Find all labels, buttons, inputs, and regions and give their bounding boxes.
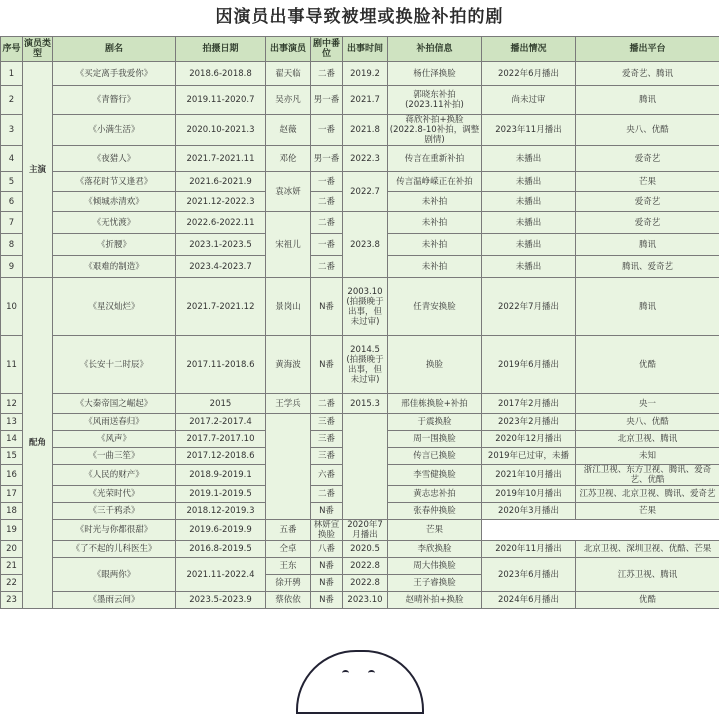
table-row [1,62,719,86]
broadcast-platform: 腾讯 [576,278,719,336]
drama-name: 《人民的财产》 [53,465,176,486]
row-number: 1 [1,62,23,86]
table-row [1,541,719,558]
billing-rank: N番 [311,558,343,575]
incident-time: 2019.2 [343,62,388,86]
broadcast-platform: 北京卫视、腾讯 [576,431,719,448]
broadcast-status: 未播出 [482,146,576,172]
broadcast-platform: 北京卫视、深圳卫视、优酷、芒果 [576,541,719,558]
billing-rank: 二番 [311,256,343,278]
drama-table-wrapper [0,36,719,609]
incident-time: 2021.8 [343,115,388,146]
row-number: 16 [1,465,23,486]
broadcast-status: 2019年6月播出 [482,336,576,394]
actor-name: 黄海波 [266,336,311,394]
shoot-period: 2018.6-2018.8 [176,62,266,86]
drama-name: 《风雨送春归》 [53,414,176,431]
broadcast-platform: 腾讯、爱奇艺 [576,256,719,278]
type-cell-support: 配角 [23,278,53,609]
broadcast-platform: 爱奇艺 [576,212,719,234]
drama-name: 《青簪行》 [53,86,176,115]
header-rank: 剧中番位 [311,37,343,62]
table-row [1,146,719,172]
billing-rank: 三番 [311,448,343,465]
incident-time: 2022.7 [343,172,388,212]
row-number: 10 [1,278,23,336]
shoot-period: 2017.11-2018.6 [176,336,266,394]
incident-time: 2022.8 [343,575,388,592]
header-no: 序号 [1,37,23,62]
row-number: 19 [1,520,23,541]
incident-time [343,414,388,520]
broadcast-platform: 腾讯 [576,86,719,115]
broadcast-status: 尚未过审 [482,86,576,115]
broadcast-platform: 爱奇艺、腾讯 [576,62,719,86]
shoot-period: 2015 [176,394,266,414]
table-row [1,394,719,414]
drama-name: 《倾城赤清欢》 [53,192,176,212]
drama-name: 《落花时节又逢君》 [53,172,176,192]
reshoot-info: 蒋欣补拍+换脸 (2022.8-10补拍，调整剧情) [388,115,482,146]
table-row [1,86,719,115]
drama-name: 《风声》 [53,431,176,448]
shoot-period: 2023.1-2023.5 [176,234,266,256]
table-header-row [1,37,719,62]
billing-rank: N番 [311,575,343,592]
row-number: 18 [1,503,23,520]
billing-rank: 二番 [311,192,343,212]
reshoot-info: 未补拍 [388,192,482,212]
row-number: 6 [1,192,23,212]
broadcast-status: 未播出 [482,212,576,234]
drama-name: 《眼两你》 [53,558,176,592]
broadcast-platform: 芒果 [576,503,719,520]
row-number: 12 [1,394,23,414]
reshoot-info: 李雪健换脸 [388,465,482,486]
shoot-period: 2019.11-2020.7 [176,86,266,115]
header-platform: 播出平台 [576,37,719,62]
cartoon-cloud-sticker [296,650,424,714]
table-row [1,592,719,609]
broadcast-status: 2022年7月播出 [482,278,576,336]
shoot-period: 2017.2-2017.4 [176,414,266,431]
row-number: 8 [1,234,23,256]
drama-name: 《艰难的制造》 [53,256,176,278]
broadcast-status: 2020年7月播出 [343,520,388,541]
shoot-period: 2020.10-2021.3 [176,115,266,146]
row-number: 15 [1,448,23,465]
drama-name: 《星汉灿烂》 [53,278,176,336]
shoot-period: 2023.4-2023.7 [176,256,266,278]
billing-rank: N番 [311,592,343,609]
broadcast-status: 未播出 [482,234,576,256]
actor-name: 邓伦 [266,146,311,172]
table-row [1,212,719,234]
header-drama: 剧名 [53,37,176,62]
sticker-eye-left [342,670,349,676]
shoot-period: 2022.6-2022.11 [176,212,266,234]
incident-time: 2003.10 (拍摄晚于出事，但未过审) [343,278,388,336]
shoot-period: 2021.12-2022.3 [176,192,266,212]
reshoot-info: 传言在重新补拍 [388,146,482,172]
actor-name: 王东 [266,558,311,575]
broadcast-platform: 芒果 [576,172,719,192]
drama-name: 《长安十二时辰》 [53,336,176,394]
page-title: 因演员出事导致被埋或换脸补拍的剧 [0,0,719,35]
broadcast-status: 未播出 [482,192,576,212]
reshoot-info: 林妍宣换脸 [311,520,343,541]
billing-rank: N番 [311,336,343,394]
shoot-period: 2021.7-2021.11 [176,146,266,172]
broadcast-platform: 江苏卫视、腾讯 [576,558,719,592]
broadcast-status: 2020年11月播出 [482,541,576,558]
shoot-period: 2017.7-2017.10 [176,431,266,448]
reshoot-info: 任青安换脸 [388,278,482,336]
drama-name: 《折腰》 [53,234,176,256]
header-info: 补拍信息 [388,37,482,62]
drama-name: 《夜猎人》 [53,146,176,172]
actor-name: 徐开骋 [266,575,311,592]
type-cell-lead: 主演 [23,62,53,278]
row-number: 21 [1,558,23,575]
broadcast-status: 2021年10月播出 [482,465,576,486]
drama-name: 《时光与你都很甜》 [53,520,176,541]
drama-name: 《小满生活》 [53,115,176,146]
broadcast-status: 2023年2月播出 [482,414,576,431]
reshoot-info: 张春仲换脸 [388,503,482,520]
actor-name: 吴亦凡 [266,86,311,115]
broadcast-platform: 优酷 [576,336,719,394]
actor-name: 翟天临 [266,62,311,86]
actor-name: 仝卓 [266,541,311,558]
table-row [1,115,719,146]
row-number: 17 [1,486,23,503]
billing-rank: 六番 [311,465,343,486]
broadcast-platform: 芒果 [388,520,482,541]
reshoot-info: 未补拍 [388,212,482,234]
billing-rank: N番 [311,278,343,336]
drama-name: 《墨雨云间》 [53,592,176,609]
broadcast-status: 2020年12月播出 [482,431,576,448]
row-number: 23 [1,592,23,609]
shoot-period: 2019.1-2019.5 [176,486,266,503]
header-status: 播出情况 [482,37,576,62]
broadcast-status: 2024年6月播出 [482,592,576,609]
shoot-period: 2018.9-2019.1 [176,465,266,486]
reshoot-info: 王子睿换脸 [388,575,482,592]
billing-rank: 二番 [311,212,343,234]
broadcast-platform: 腾讯 [576,234,719,256]
broadcast-status: 2019年10月播出 [482,486,576,503]
row-number: 13 [1,414,23,431]
reshoot-info: 传言温峥嵘正在补拍 [388,172,482,192]
reshoot-info: 赵晴补拍+换脸 [388,592,482,609]
drama-name: 《了不起的儿科医生》 [53,541,176,558]
row-number: 2 [1,86,23,115]
row-number: 22 [1,575,23,592]
broadcast-platform: 未知 [576,448,719,465]
shoot-period: 2021.7-2021.12 [176,278,266,336]
broadcast-platform: 爱奇艺 [576,146,719,172]
drama-name: 《一曲三笙》 [53,448,176,465]
table-row [1,520,719,541]
reshoot-info: 未补拍 [388,234,482,256]
incident-time: 2014.5 (拍摄晚于出事，但未过审) [343,336,388,394]
broadcast-status: 2019年已过审，未播 [482,448,576,465]
reshoot-info: 周大伟换脸 [388,558,482,575]
reshoot-info: 黄志忠补拍 [388,486,482,503]
table-row [1,558,719,575]
billing-rank: 二番 [311,394,343,414]
billing-rank: N番 [311,503,343,520]
table-body [1,62,719,609]
billing-rank: 五番 [266,520,311,541]
broadcast-platform: 央八、优酷 [576,414,719,431]
table-row [1,278,719,336]
reshoot-info: 周一围换脸 [388,431,482,448]
actor-name: 宋祖儿 [266,212,311,278]
table-row [1,172,719,192]
broadcast-platform: 央八、优酷 [576,115,719,146]
incident-time: 2022.8 [343,558,388,575]
drama-table [0,36,719,609]
row-number: 11 [1,336,23,394]
sticker-eye-right [368,670,375,676]
incident-time: 2020.5 [343,541,388,558]
row-number: 20 [1,541,23,558]
billing-rank: 二番 [311,62,343,86]
shoot-period: 2016.8-2019.5 [176,541,266,558]
drama-name: 《三千鸦杀》 [53,503,176,520]
shoot-period: 2017.12-2018.6 [176,448,266,465]
reshoot-info: 李欣换脸 [388,541,482,558]
shoot-period: 2019.6-2019.9 [176,520,266,541]
reshoot-info: 换脸 [388,336,482,394]
billing-rank: 男一番 [311,86,343,115]
drama-name: 《大秦帝国之崛起》 [53,394,176,414]
row-number: 5 [1,172,23,192]
broadcast-status: 未播出 [482,172,576,192]
incident-time: 2021.7 [343,86,388,115]
broadcast-status: 未播出 [482,256,576,278]
broadcast-status: 2022年6月播出 [482,62,576,86]
incident-time: 2015.3 [343,394,388,414]
row-number: 9 [1,256,23,278]
actor-name: 袁冰妍 [266,172,311,212]
shoot-period: 2021.11-2022.4 [176,558,266,592]
broadcast-platform: 爱奇艺 [576,192,719,212]
billing-rank: 一番 [311,115,343,146]
drama-name: 《买定离手我爱你》 [53,62,176,86]
broadcast-platform: 江苏卫视、北京卫视、腾讯、爱奇艺 [576,486,719,503]
reshoot-info: 未补拍 [388,256,482,278]
broadcast-platform: 优酷 [576,592,719,609]
reshoot-info: 传言已换脸 [388,448,482,465]
actor-name: 蔡依依 [266,592,311,609]
reshoot-info: 于震换脸 [388,414,482,431]
row-number: 3 [1,115,23,146]
billing-rank: 一番 [311,234,343,256]
broadcast-status: 2023年6月播出 [482,558,576,592]
reshoot-info: 邢佳栋换脸+补拍 [388,394,482,414]
row-number: 7 [1,212,23,234]
table-row [1,336,719,394]
broadcast-status: 2020年3月播出 [482,503,576,520]
billing-rank: 三番 [311,414,343,431]
actor-name: 景岗山 [266,278,311,336]
actor-name: 赵薇 [266,115,311,146]
broadcast-status: 2023年11月播出 [482,115,576,146]
broadcast-platform: 浙江卫视、东方卫视、腾讯、爱奇艺、优酷 [576,465,719,486]
incident-time: 2023.8 [343,212,388,278]
drama-name: 《无忧渡》 [53,212,176,234]
billing-rank: 三番 [311,431,343,448]
billing-rank: 八番 [311,541,343,558]
incident-time: 2022.3 [343,146,388,172]
shoot-period: 2023.5-2023.9 [176,592,266,609]
incident-time: 2023.10 [343,592,388,609]
billing-rank: 二番 [311,486,343,503]
header-time: 出事时间 [343,37,388,62]
actor-name: 王学兵 [266,394,311,414]
table-row [1,414,719,431]
billing-rank: 男一番 [311,146,343,172]
drama-name: 《光荣时代》 [53,486,176,503]
reshoot-info: 郭晓东补拍 (2023.11补拍) [388,86,482,115]
header-actor: 出事演员 [266,37,311,62]
header-type: 演员类型 [23,37,53,62]
row-number: 4 [1,146,23,172]
header-period: 拍摄日期 [176,37,266,62]
row-number: 14 [1,431,23,448]
shoot-period: 2021.6-2021.9 [176,172,266,192]
actor-name [266,414,311,520]
billing-rank: 一番 [311,172,343,192]
reshoot-info: 杨仕泽换脸 [388,62,482,86]
shoot-period: 2018.12-2019.3 [176,503,266,520]
broadcast-status: 2017年2月播出 [482,394,576,414]
broadcast-platform: 央一 [576,394,719,414]
